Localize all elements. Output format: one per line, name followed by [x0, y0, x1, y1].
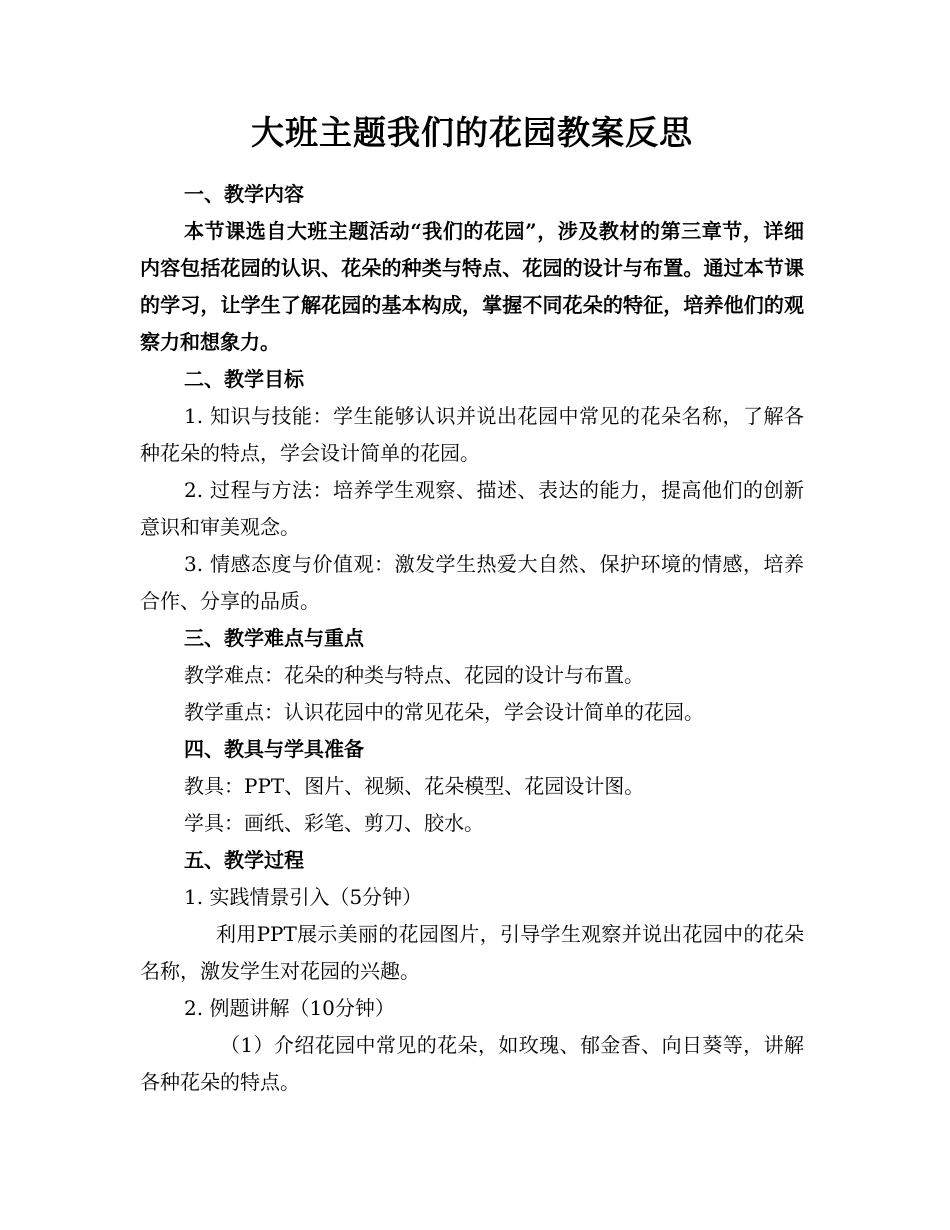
step1-title: 1. 实践情景引入（5分钟） [184, 885, 423, 909]
difficulty-text: 教学难点：花朵的种类与特点、花园的设计与布置。 [184, 663, 644, 687]
step2-body: （1）介绍花园中常见的花朵，如玫瑰、郁金香、向日葵等，讲解各种花朵的特点。 [140, 1033, 804, 1094]
document-title: 大班主题我们的花园教案反思 [251, 113, 693, 152]
teacher-tools-text: 教具：PPT、图片、视频、花朵模型、花园设计图。 [184, 774, 645, 798]
section-heading-goals: 二、教学目标 [184, 367, 304, 391]
section-heading-content: 一、教学内容 [184, 182, 304, 206]
section-heading-difficulty: 三、教学难点与重点 [184, 626, 364, 650]
step1-body: 利用PPT展示美丽的花园图片，引导学生观察并说出花园中的花朵名称，激发学生对花园的兴趣。 [140, 922, 804, 983]
document-page [140, 110, 804, 1101]
section-content-body: 本节课选自大班主题活动“我们的花园”，涉及教材的第三章节，详细内容包括花园的认识、花朵的种类与特点、花园的设计与布置。通过本节课的学习，让学生了解花园的基本构成，掌握不同花朵的特征，培养他们的观察力和想象力。 [140, 219, 804, 354]
goal-item-knowledge: 1. 知识与技能：学生能够认识并说出花园中常见的花朵名称，了解各种花朵的特点，学会设计简单的花园。 [140, 404, 804, 465]
student-tools-text: 学具：画纸、彩笔、剪刀、胶水。 [184, 811, 484, 835]
step2-title: 2. 例题讲解（10分钟） [184, 996, 395, 1020]
key-point-text: 教学重点：认识花园中的常见花朵，学会设计简单的花园。 [184, 700, 704, 724]
section-heading-process: 五、教学过程 [184, 848, 304, 872]
goal-item-process: 2. 过程与方法：培养学生观察、描述、表达的能力，提高他们的创新意识和审美观念。 [140, 478, 804, 539]
goal-item-attitude: 3. 情感态度与价值观：激发学生热爱大自然、保护环境的情感，培养合作、分享的品质。 [140, 552, 804, 613]
section-heading-tools: 四、教具与学具准备 [184, 737, 364, 761]
